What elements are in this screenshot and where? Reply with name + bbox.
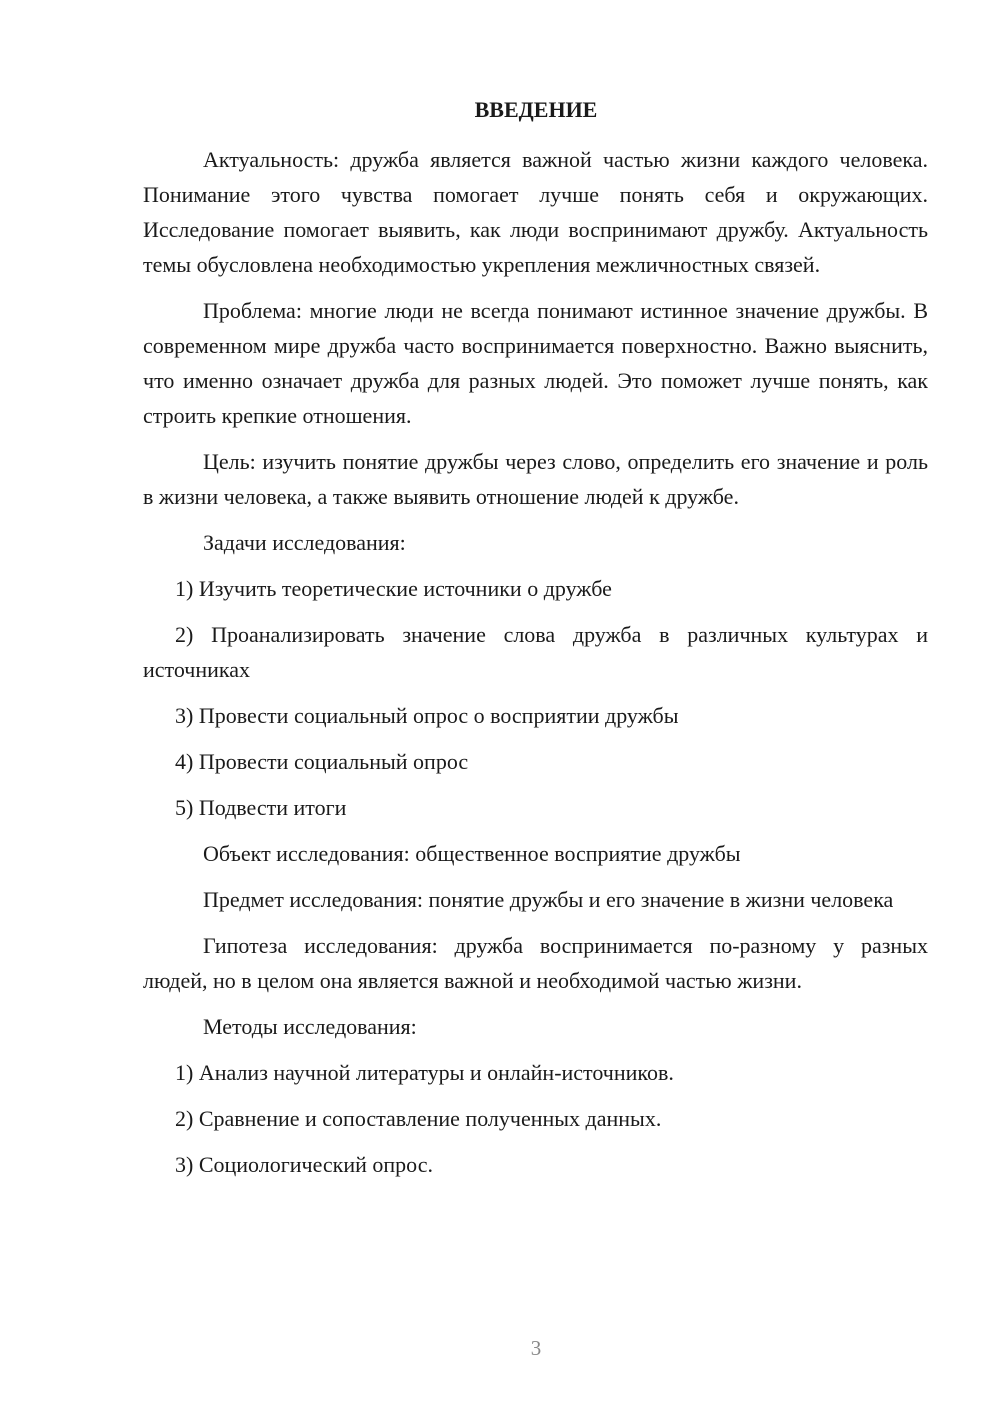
task-item-1: 1) Изучить теоретические источники о дружбе: [175, 576, 612, 601]
task-item-5: 5) Подвести итоги: [175, 795, 347, 820]
problem-paragraph: Проблема: многие люди не всегда понимают истинное значение дружбы. В современном мире дружба часто воспринимается поверхностно. Важно выяснить, что именно означает дружба для разных людей. Это поможет лучше понять, как строить крепкие отношения.: [143, 298, 928, 428]
task-item-2: 2) Проанализировать значение слова дружба в различных культурах и источниках: [143, 622, 928, 682]
methods-heading: Методы исследования:: [203, 1014, 417, 1039]
task-item-3: 3) Провести социальный опрос о восприятии дружбы: [175, 703, 679, 728]
task-item-4: 4) Провести социальный опрос: [175, 749, 469, 774]
tasks-list: [143, 571, 928, 825]
hypothesis-paragraph: Гипотеза исследования: дружба воспринимается по-разному у разных людей, но в целом она является важной и необходимой частью жизни.: [143, 933, 928, 993]
method-item-1: 1) Анализ научной литературы и онлайн-источников.: [175, 1060, 674, 1085]
page-title: ВВЕДЕНИЕ: [474, 97, 598, 122]
method-item-3: 3) Социологический опрос.: [175, 1152, 433, 1177]
document-body: [143, 142, 928, 1193]
relevance-paragraph: Актуальность: дружба является важной частью жизни каждого человека. Понимание этого чувства помогает лучше понять себя и окружающих. Исследование помогает выявить, как люди воспринимают дружбу. Актуальность темы обусловлена необходимостью укрепления межличностных связей.: [143, 147, 928, 277]
goal-paragraph: Цель: изучить понятие дружбы через слово, определить его значение и роль в жизни человека, а также выявить отношение людей к дружбе.: [143, 449, 928, 509]
subject-paragraph: Предмет исследования: понятие дружбы и его значение в жизни человека: [203, 887, 894, 912]
page-number: 3: [530, 1336, 542, 1360]
methods-list: [143, 1055, 928, 1182]
object-paragraph: Объект исследования: общественное восприятие дружбы: [203, 841, 741, 866]
tasks-heading: Задачи исследования:: [203, 530, 406, 555]
method-item-2: 2) Сравнение и сопоставление полученных данных.: [175, 1106, 662, 1131]
